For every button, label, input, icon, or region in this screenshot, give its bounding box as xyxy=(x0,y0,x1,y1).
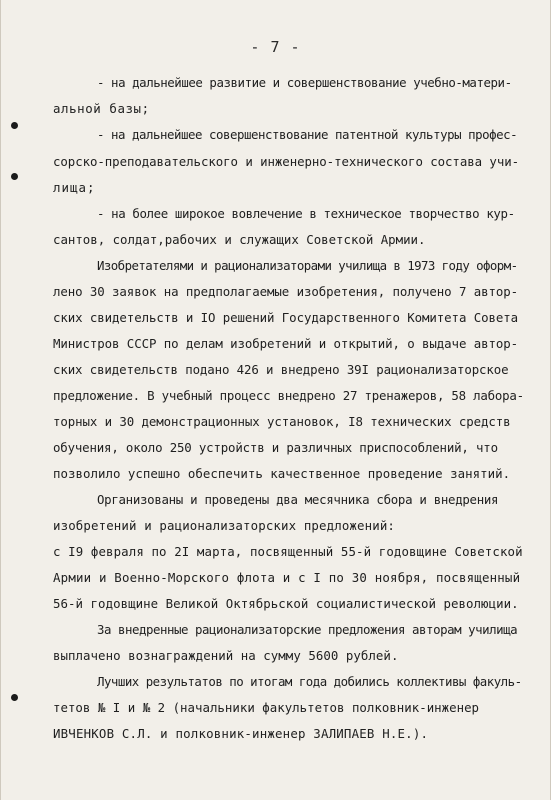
text-line: ИВЧЕНКОВ С.Л. и полковник-инженер ЗАЛИПАЕВ Н.Е.). xyxy=(53,726,429,741)
text-line: лено 30 заявок на предполагаемые изобретения, получено 7 автор- xyxy=(53,284,518,299)
page-number: - 7 - xyxy=(250,38,301,56)
text-line: выплачено вознаграждений на сумму 5600 рублей. xyxy=(53,648,399,663)
text-line: с I9 февраля по 2I марта, посвященный 55-й годовщине Советской xyxy=(53,544,523,559)
text-line: изобретений и рационализаторских предложений: xyxy=(53,518,396,533)
text-line: лища; xyxy=(53,180,96,195)
text-line: Лучших результатов по итогам года добились коллективы факуль- xyxy=(97,674,522,689)
text-line: - на более широкое вовлечение в техническое творчество кур- xyxy=(97,206,515,221)
text-line: сорско-преподавательского и инженерно-технического состава учи- xyxy=(53,154,520,169)
text-line: За внедренные рационализаторские предложения авторам училища xyxy=(97,622,518,637)
text-line: предложение. В учебный процесс внедрено 27 тренажеров, 58 лабора- xyxy=(53,388,524,403)
text-line: сантов, солдат,рабочих и служащих Советской Армии. xyxy=(53,232,426,247)
text-line: ских свидетельств и IO решений Государственного Комитета Совета xyxy=(53,310,518,325)
text-line: - на дальнейшее совершенствование патентной культуры профес- xyxy=(97,127,518,142)
text-line: - на дальнейшее развитие и совершенствование учебно-матери- xyxy=(97,75,512,90)
document-body xyxy=(1,0,551,800)
text-line: торных и 30 демонстрационных установок, I8 технических средств xyxy=(53,414,511,429)
text-line: позволило успешно обеспечить качественное проведение занятий. xyxy=(53,466,511,481)
text-line: 56-й годовщине Великой Октябрьской социалистической революции. xyxy=(53,596,519,611)
text-line: Министров СССР по делам изобретений и открытий, о выдаче автор- xyxy=(53,336,518,351)
text-line: Армии и Военно-Морского флота и с I по 30 ноября, посвященный xyxy=(53,570,521,585)
text-line: альной базы; xyxy=(53,101,150,116)
text-line: Организованы и проведены два месячника сбора и внедрения xyxy=(97,492,499,507)
text-line: Изобретателями и рационализаторами училища в 1973 году оформ- xyxy=(97,258,518,273)
text-line: ских свидетельств подано 426 и внедрено 39I рационализаторское xyxy=(53,362,509,377)
text-line: обучения, около 250 устройств и различных приспособлений, что xyxy=(53,440,498,455)
text-line: тетов № I и № 2 (начальники факультетов полковник-инженер xyxy=(53,700,480,715)
